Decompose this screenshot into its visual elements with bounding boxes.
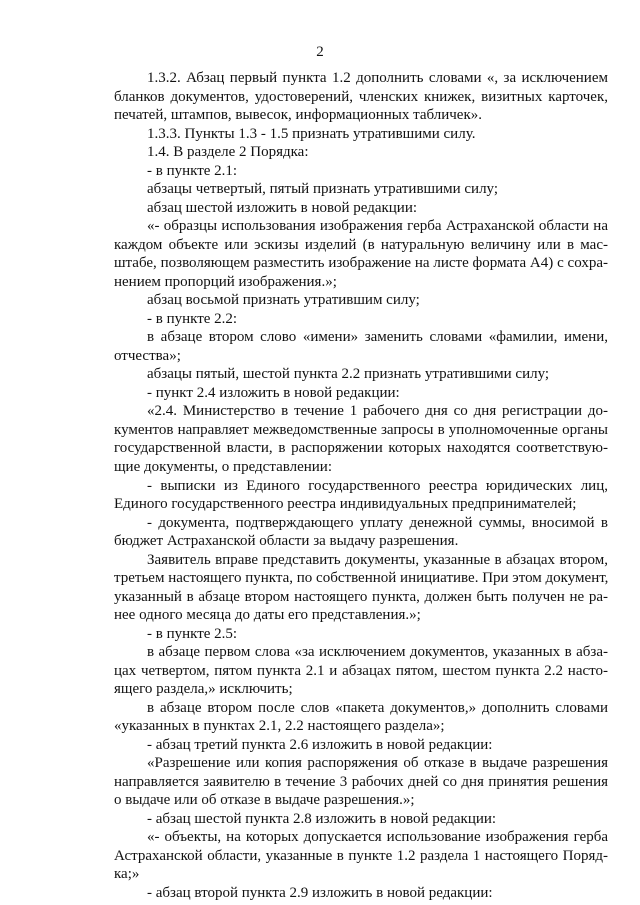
text-line: указанный в абзаце втором настоящего пункта, должен быть получен не ра-: [114, 589, 608, 605]
text-line: «указанных в пунктах 2.1, 2.2 настоящего раздела»;: [114, 718, 445, 734]
text-line: государственной власти, в распоряжении которых находятся соответствую-: [114, 440, 608, 456]
text-line: - документа, подтверждающего уплату денежной суммы, вносимой в: [147, 515, 608, 531]
text-line: - абзац шестой пункта 2.8 изложить в новой редакции:: [147, 811, 497, 827]
text-line: «- образцы использования изображения герба Астраханской области на: [147, 218, 608, 234]
text-line: в абзаце втором после слов «пакета документов,» дополнить словами: [147, 700, 608, 716]
text-line: Заявитель вправе представить документы, указанные в абзацах втором,: [147, 552, 608, 568]
text-line: отчества»;: [114, 348, 181, 364]
text-line: кументов направляет межведомственные запросы в уполномоченные органы: [114, 422, 608, 438]
text-line: в абзаце втором слово «имени» заменить словами «фамилии, имени,: [147, 329, 608, 345]
text-line: 1.3.3. Пункты 1.3 - 1.5 признать утратившими силу.: [147, 126, 476, 142]
text-line: «2.4. Министерство в течение 1 рабочего дня со дня регистрации до-: [147, 403, 608, 419]
text-line: в абзаце первом слова «за исключением документов, указанных в абза-: [147, 644, 608, 660]
text-line: - в пункте 2.1:: [147, 163, 238, 179]
page-number: 2: [316, 44, 324, 60]
text-line: третьем настоящего пункта, по собственной инициативе. При этом документ,: [114, 570, 609, 586]
text-line: нением пропорций изображения.»;: [114, 274, 337, 290]
text-line: ящего раздела,» исключить;: [114, 681, 293, 697]
text-line: о выдаче или об отказе в выдаче разрешения.»;: [114, 792, 415, 808]
text-line: бюджет Астраханской области за выдачу разрешения.: [114, 533, 459, 549]
text-line: 1.3.2. Абзац первый пункта 1.2 дополнить словами «, за исключением: [147, 70, 608, 86]
text-line: цах четвертом, пятом пункта 2.1 и абзацах пятом, шестом пункта 2.2 насто-: [114, 663, 608, 679]
text-line: - пункт 2.4 изложить в новой редакции:: [147, 385, 400, 401]
text-line: ка;»: [114, 866, 140, 882]
text-line: каждом объекте или эскизы изделий (в натуральную величину или в мас-: [114, 237, 608, 253]
text-line: абзац шестой изложить в новой редакции:: [147, 200, 418, 216]
text-line: Единого государственного реестра индивидуальных предпринимателей;: [114, 496, 577, 512]
text-line: «Разрешение или копия распоряжения об отказе в выдаче разрешения: [147, 755, 608, 771]
text-line: штабе, позволяющем разместить изображение на листе формата А4) с сохра-: [114, 255, 608, 271]
text-line: - абзац третий пункта 2.6 изложить в новой редакции:: [147, 737, 493, 753]
text-line: абзацы пятый, шестой пункта 2.2 признать утратившими силу;: [147, 366, 550, 382]
text-line: - в пункте 2.2:: [147, 311, 238, 327]
text-line: «- объекты, на которых допускается использование изображения герба: [147, 829, 608, 845]
text-line: - абзац второй пункта 2.9 изложить в новой редакции:: [147, 885, 493, 901]
text-line: - выписки из Единого государственного реестра юридических лиц,: [147, 478, 608, 494]
text-line: нее одного месяца до даты его представления.»;: [114, 607, 421, 623]
text-line: абзацы четвертый, пятый признать утратившими силу;: [147, 181, 499, 197]
text-line: направляется заявителю в течение 3 рабочих дней со дня принятия решения: [114, 774, 608, 790]
text-line: щие документы, о представлении:: [114, 459, 333, 475]
text-line: Астраханской области, указанные в пункте 1.2 раздела 1 настоящего Поряд-: [114, 848, 608, 864]
text-line: - в пункте 2.5:: [147, 626, 238, 642]
text-line: абзац восьмой признать утратившим силу;: [147, 292, 420, 308]
text-line: 1.4. В разделе 2 Порядка:: [147, 144, 309, 160]
text-line: бланков документов, удостоверений, членских книжек, визитных карточек,: [114, 89, 608, 105]
text-line: печатей, штампов, вывесок, информационных табличек».: [114, 107, 482, 123]
